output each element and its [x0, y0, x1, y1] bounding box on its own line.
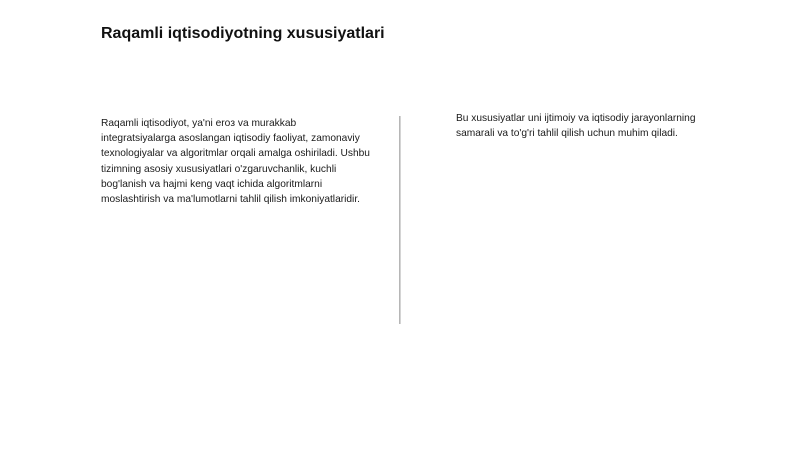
column-divider	[399, 116, 401, 324]
left-column-text: Raqamli iqtisodiyot, ya'ni eroз va murakkab integratsiyalarga asoslangan iqtisodiy faoliyat, zamonaviy texnologiyalar va algoritmlar orqali amalga oshiriladi. Ushbu tizimning asosiy xususiyatlari o'zgaruvchanlik, kuchli bog'lanish va hajmi keng vaqt ichida algoritmlarni moslashtirish va ma'lumotlarni tahlil qilish imkoniyatlaridir.	[101, 118, 370, 206]
right-column-text: Bu xususiyatlar uni ijtimoiy va iqtisodiy jarayonlarning samarali va to'g'ri tahlil qilish uchun muhim qiladi.	[456, 113, 696, 140]
slide-title: Raqamli iqtisodiyotning xususiyatlari	[101, 25, 385, 42]
